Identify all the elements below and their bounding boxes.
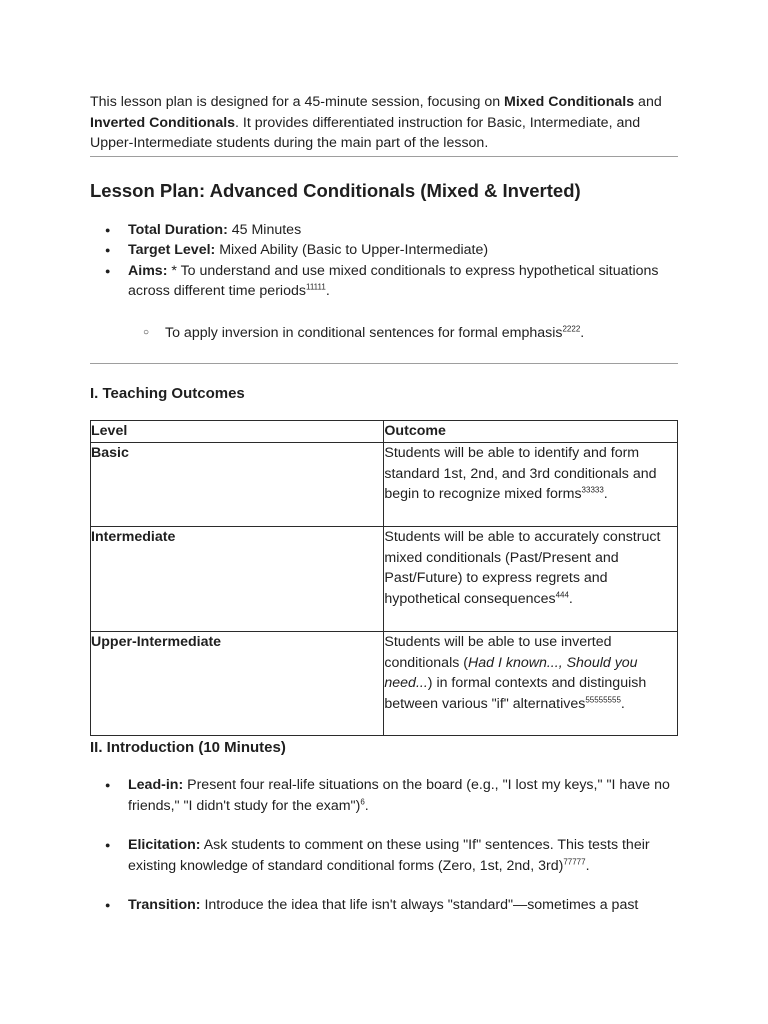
item-text: Ask students to comment on these using "If" sentences. This tests their existing knowledge of standard conditional forms (Zero, 1st, 2nd, 3rd): [128, 836, 650, 875]
item-end: .: [585, 858, 590, 875]
level-cell: Basic: [91, 442, 384, 526]
item-end: .: [364, 798, 369, 815]
sub-aim-item: [165, 323, 678, 344]
introduction-list: [90, 775, 678, 917]
outcome-cell: [384, 631, 678, 735]
outcomes-table: [90, 420, 678, 736]
level-cell: Intermediate: [91, 526, 384, 631]
column-header-outcome: Outcome: [384, 421, 678, 443]
intro-bold-inverted: Inverted Conditionals: [90, 114, 236, 131]
intro-text-3: . It provides differentiated instruction for Basic, Intermediate, and Upper-Intermediate students during the main part of the lesson.: [90, 114, 641, 151]
outcome-end: .: [620, 696, 625, 713]
meta-level: [128, 240, 678, 261]
outcome-italic-examples: Had I known..., Should you need...: [384, 654, 638, 692]
outcome-text: Students will be able to use inverted conditionals (: [384, 633, 612, 671]
meta-duration: [128, 220, 678, 241]
table-row: [91, 442, 678, 526]
column-header-level: Level: [91, 421, 384, 443]
meta-aims: [128, 261, 678, 302]
outcome-end: .: [603, 486, 608, 503]
list-item: [128, 835, 678, 878]
section-heading-introduction: II. Introduction (10 Minutes): [90, 738, 286, 756]
aims-sub-list: [90, 323, 678, 344]
item-text: Present four real-life situations on the board (e.g., "I lost my keys," "I have no friends," "I didn't study for the exam"): [128, 776, 670, 815]
outcome-text: Students will be able to accurately construct mixed conditionals (Past/Present and Past/Future) to express regrets and hypothetical consequences: [384, 528, 661, 608]
item-label: Lead-in:: [128, 776, 184, 793]
outcome-text: ) in formal contexts and distinguish between various "if" alternatives: [384, 675, 647, 713]
duration-value: 45 Minutes: [227, 221, 302, 238]
item-label: Elicitation:: [128, 836, 201, 853]
table-row: [91, 631, 678, 735]
footnote-ref[interactable]: 6: [360, 797, 365, 807]
document-page: [90, 92, 678, 933]
horizontal-divider: [90, 156, 678, 157]
duration-label: Total Duration:: [128, 221, 228, 238]
section-heading-outcomes: I. Teaching Outcomes: [90, 385, 245, 402]
footnote-ref[interactable]: 11111: [305, 282, 326, 292]
aims-value: * To understand and use mixed conditionals to express hypothetical situations across different time periods: [128, 262, 659, 299]
footnote-ref[interactable]: 33333: [581, 485, 604, 495]
sub-aim-text: To apply inversion in conditional sentences for formal emphasis: [165, 324, 563, 341]
list-item: [128, 775, 678, 818]
footnote-ref[interactable]: 77777: [563, 857, 586, 867]
outcome-end: .: [568, 591, 573, 608]
intro-paragraph: [90, 92, 678, 156]
aims-label: Aims:: [128, 262, 168, 279]
aims-end: .: [325, 283, 330, 299]
outcome-text: Students will be able to identify and form standard 1st, 2nd, and 3rd conditionals and begin to recognize mixed forms: [384, 444, 657, 503]
lesson-title: Lesson Plan: Advanced Conditionals (Mixed & Inverted): [90, 179, 581, 201]
horizontal-divider: [90, 363, 678, 364]
intro-text-1: This lesson plan is designed for a 45-minute session, focusing on: [90, 94, 505, 110]
table-header-row: [91, 421, 678, 443]
table-row: [91, 526, 678, 631]
level-value: Mixed Ability (Basic to Upper-Intermediate): [215, 242, 489, 258]
item-label: Transition:: [128, 896, 201, 913]
list-item: [128, 895, 678, 917]
outcome-cell: [384, 526, 678, 631]
footnote-ref[interactable]: 55555555: [585, 695, 621, 705]
outcome-cell: [384, 442, 678, 526]
footnote-ref[interactable]: 444: [555, 590, 569, 600]
lesson-meta-list: [90, 220, 678, 302]
item-text: Introduce the idea that life isn't always "standard"—sometimes a past: [200, 896, 639, 913]
level-label: Target Level:: [128, 242, 216, 258]
footnote-ref[interactable]: 2222: [562, 323, 581, 333]
intro-bold-mixed: Mixed Conditionals: [504, 94, 635, 110]
intro-text-2: and: [634, 94, 662, 110]
level-cell: Upper-Intermediate: [91, 631, 384, 735]
sub-aim-end: .: [580, 324, 585, 341]
